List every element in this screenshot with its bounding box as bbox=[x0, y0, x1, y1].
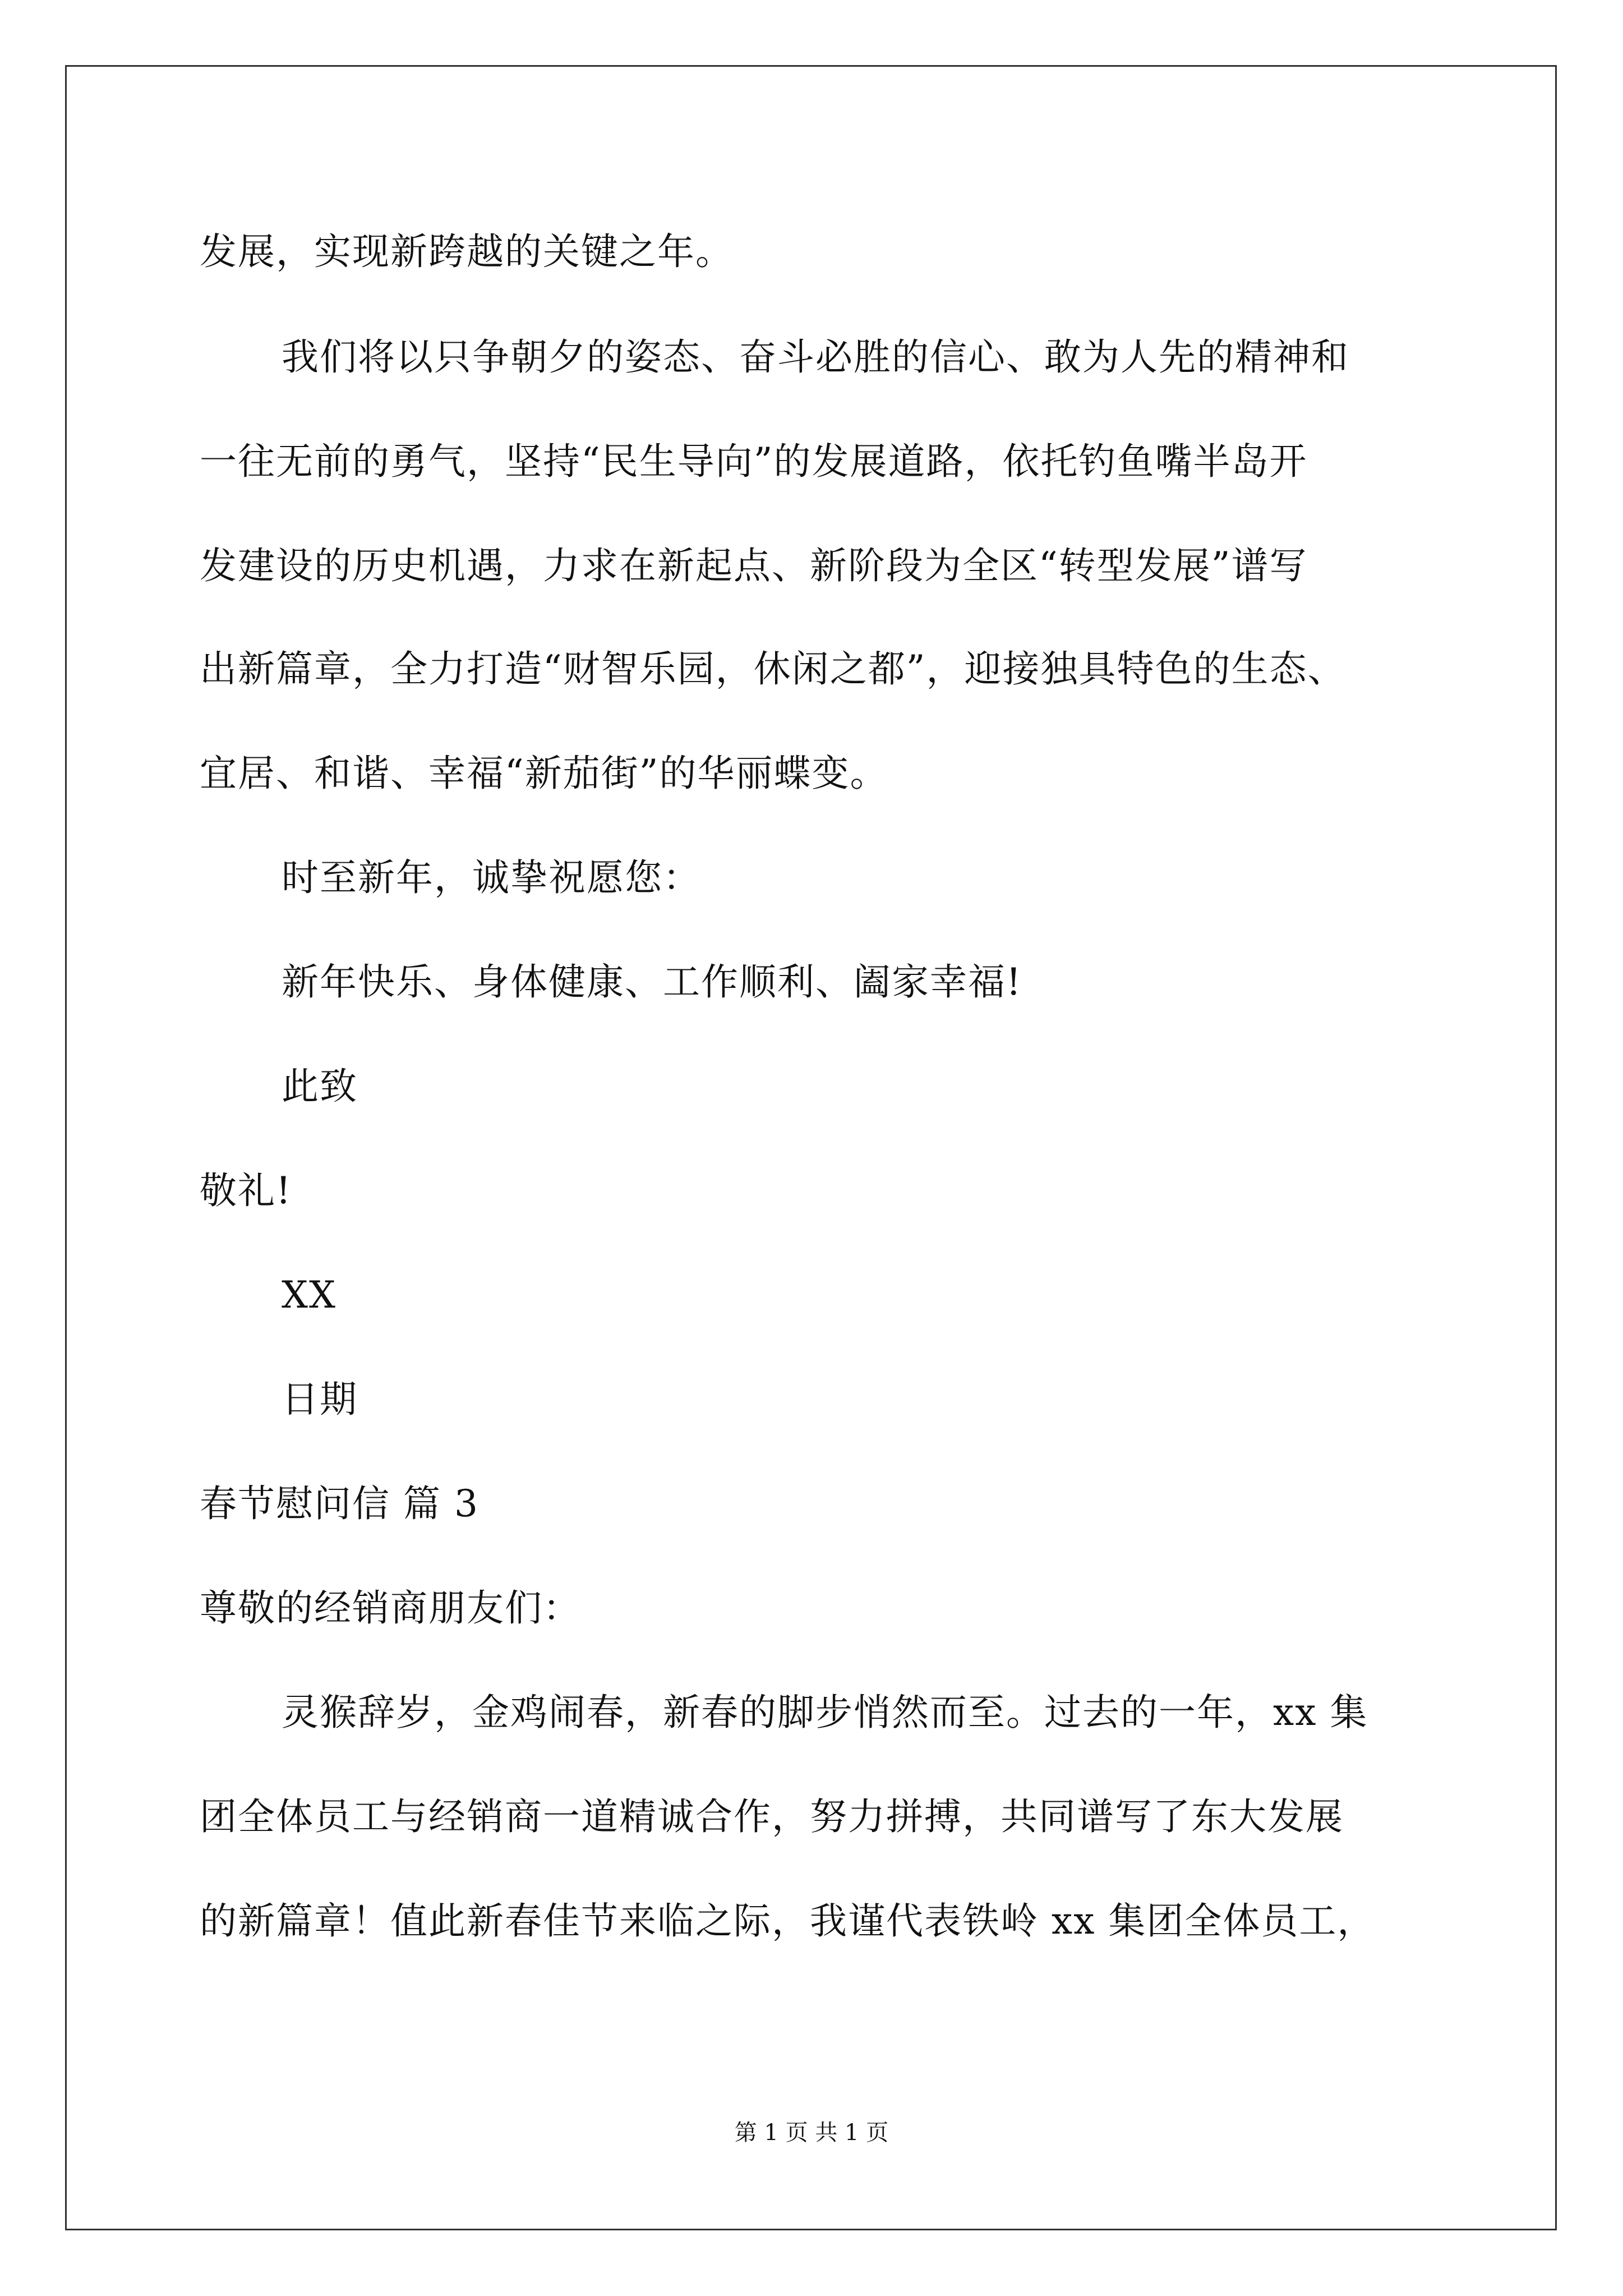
closing-jingli: 敬礼! bbox=[200, 1169, 292, 1212]
body-line-2: 我们将以只争朝夕的姿态、奋斗必胜的信心、敢为人先的精神和 bbox=[282, 335, 1349, 379]
closing-cizhi: 此致 bbox=[282, 1065, 358, 1108]
date-label: 日期 bbox=[282, 1378, 358, 1421]
body-line-1: 发展，实现新跨越的关键之年。 bbox=[200, 230, 734, 273]
greeting-line: 时至新年，诚挚祝愿您： bbox=[282, 856, 701, 899]
body-line-4: 发建设的历史机遇，力求在新起点、新阶段为全区“转型发展”谱写 bbox=[200, 544, 1308, 587]
body-line-3: 一往无前的勇气，坚持“民生导向”的发展道路，依托钓鱼嘴半岛开 bbox=[200, 440, 1308, 483]
body-line-9: 的新篇章！值此新春佳节来临之际，我谨代表铁岭 xx 集团全体员工， bbox=[200, 1899, 1376, 1943]
body-line-7: 灵猴辞岁，金鸡闹春，新春的脚步悄然而至。过去的一年，xx 集 bbox=[282, 1691, 1368, 1734]
section-heading: 春节慰问信 篇 3 bbox=[200, 1482, 479, 1525]
signature: XX bbox=[282, 1273, 336, 1317]
body-line-6: 宜居、和谐、幸福“新茄街”的华丽蝶变。 bbox=[200, 752, 888, 795]
salutation: 尊敬的经销商朋友们： bbox=[200, 1586, 581, 1630]
page-number: 第 1 页 共 1 页 bbox=[734, 2120, 889, 2146]
body-line-8: 团全体员工与经销商一道精诚合作，努力拼搏，共同谱写了东大发展 bbox=[200, 1795, 1344, 1838]
body-line-5: 出新篇章，全力打造“财智乐园，休闲之都”，迎接独具特色的生态、 bbox=[200, 647, 1346, 691]
wishes-line: 新年快乐、身体健康、工作顺利、阖家幸福! bbox=[282, 960, 1022, 1004]
